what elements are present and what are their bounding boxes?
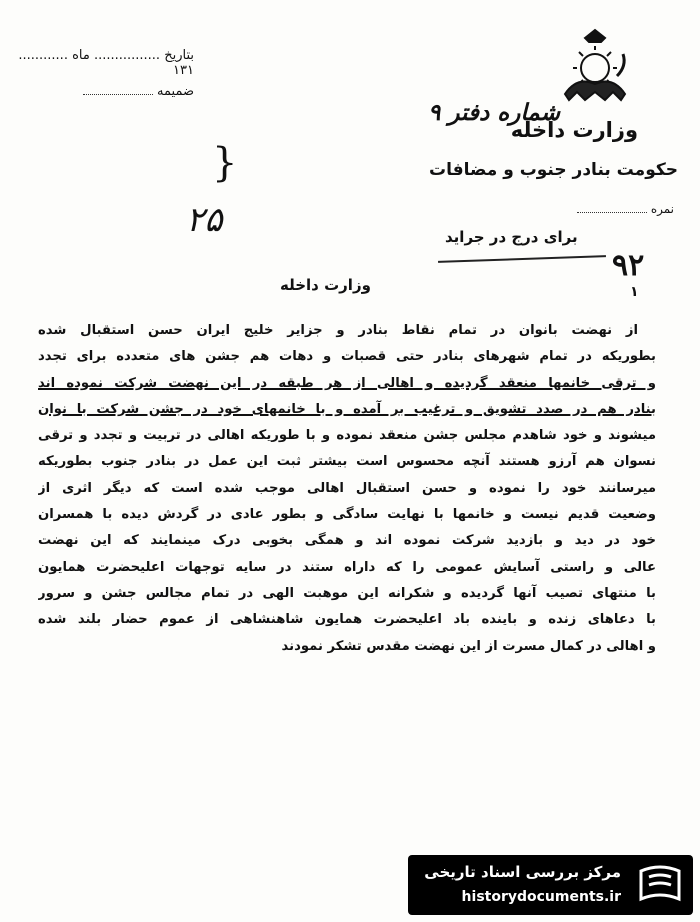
body-line: میشوند و خود شاهدم مجلس جشن منعقد نموده و با طوریکه اهالی در تربیت و تجدد و ترقی [38, 428, 656, 444]
body-line: خود در دید و بازدید شرکت نموده اند و همگی بخوبی درک مینمایند که این نهضت [38, 533, 656, 549]
handwritten-registry: شماره دفتر ۹ [428, 100, 560, 126]
handwritten-brace-mark: } [212, 140, 238, 186]
watermark-title: مرکز بررسی اسناد تاریخی [424, 863, 621, 881]
body-line: بنادر هم در صدد تشویق و ترغیب بر آمده و با خانمهای خود در جشن شرکت با نوان [38, 401, 656, 417]
body-line: وضعیت قدیم نیست و خانمها با نهایت سادگی و بطور عادی در گردش دیده با همسران [38, 507, 656, 523]
number-label: نمره [577, 202, 674, 216]
body-line: عالی و راستی آسایش عمومی را که داراه ستند در سایه توجهات اعلیحضرت همایون [38, 559, 656, 575]
handwritten-number-1: ۱ [630, 284, 639, 300]
for-press-note: برای درج در جراید [445, 228, 578, 246]
handwritten-number-92: ۹۲ [612, 248, 645, 283]
government-heading: حکومت بنادر جنوب و مضافات [429, 160, 678, 180]
body-line: با منتهای تصیب آنها گردیده و شکرانه این موهبت الهی در تمام مجالس جشن و سرور [38, 585, 656, 601]
body-line: از نهضت بانوان در تمام نقاط بنادر و جزایر خلیج ایران حسن استقبال شده [38, 323, 638, 338]
body-line: نسوان هم آرزو هستند آنچه محسوس است بیشتر ثبت این عمل در بنادر جنوب بطوریکه [38, 454, 656, 470]
document-body [38, 318, 656, 660]
body-line: و اهالی در کمال مسرت از این نهضت مقدس تشکر نمودند [281, 638, 656, 654]
document-archive-logo-icon [635, 861, 685, 909]
watermark [408, 855, 693, 915]
body-title: وزارت داخله [280, 276, 371, 294]
body-line: بطوریکه در تمام شهرهای بنادر حتی قصبات و دهات هم جشن های متعدده برای تجدد [38, 349, 656, 365]
attachment-label: ضمیمه [14, 84, 194, 99]
body-line: میرسانند خود را نموده و حسن استقبال اهالی موجب شده است که دیگر اثری از [38, 480, 656, 496]
underline-stroke [438, 255, 606, 263]
body-line: با دعاهای زنده و باینده باد اعلیحضرت همایون شاهنشاهی از عموم حضار بلند شده [38, 612, 656, 628]
date-label: بتاریخ ................ ماه ............ ۱۳۱ [18, 48, 194, 78]
body-line: و ترقی خانمها منعقد گردیده و اهالی از هر طبقه در این نهضت شرکت نموده اند [38, 375, 656, 391]
watermark-url: historydocuments.ir [461, 889, 621, 905]
lion-and-sun-emblem-icon [555, 28, 635, 110]
ministry-heading: وزارت داخله [510, 118, 638, 142]
handwritten-number-25: ۲۵ [186, 200, 223, 240]
